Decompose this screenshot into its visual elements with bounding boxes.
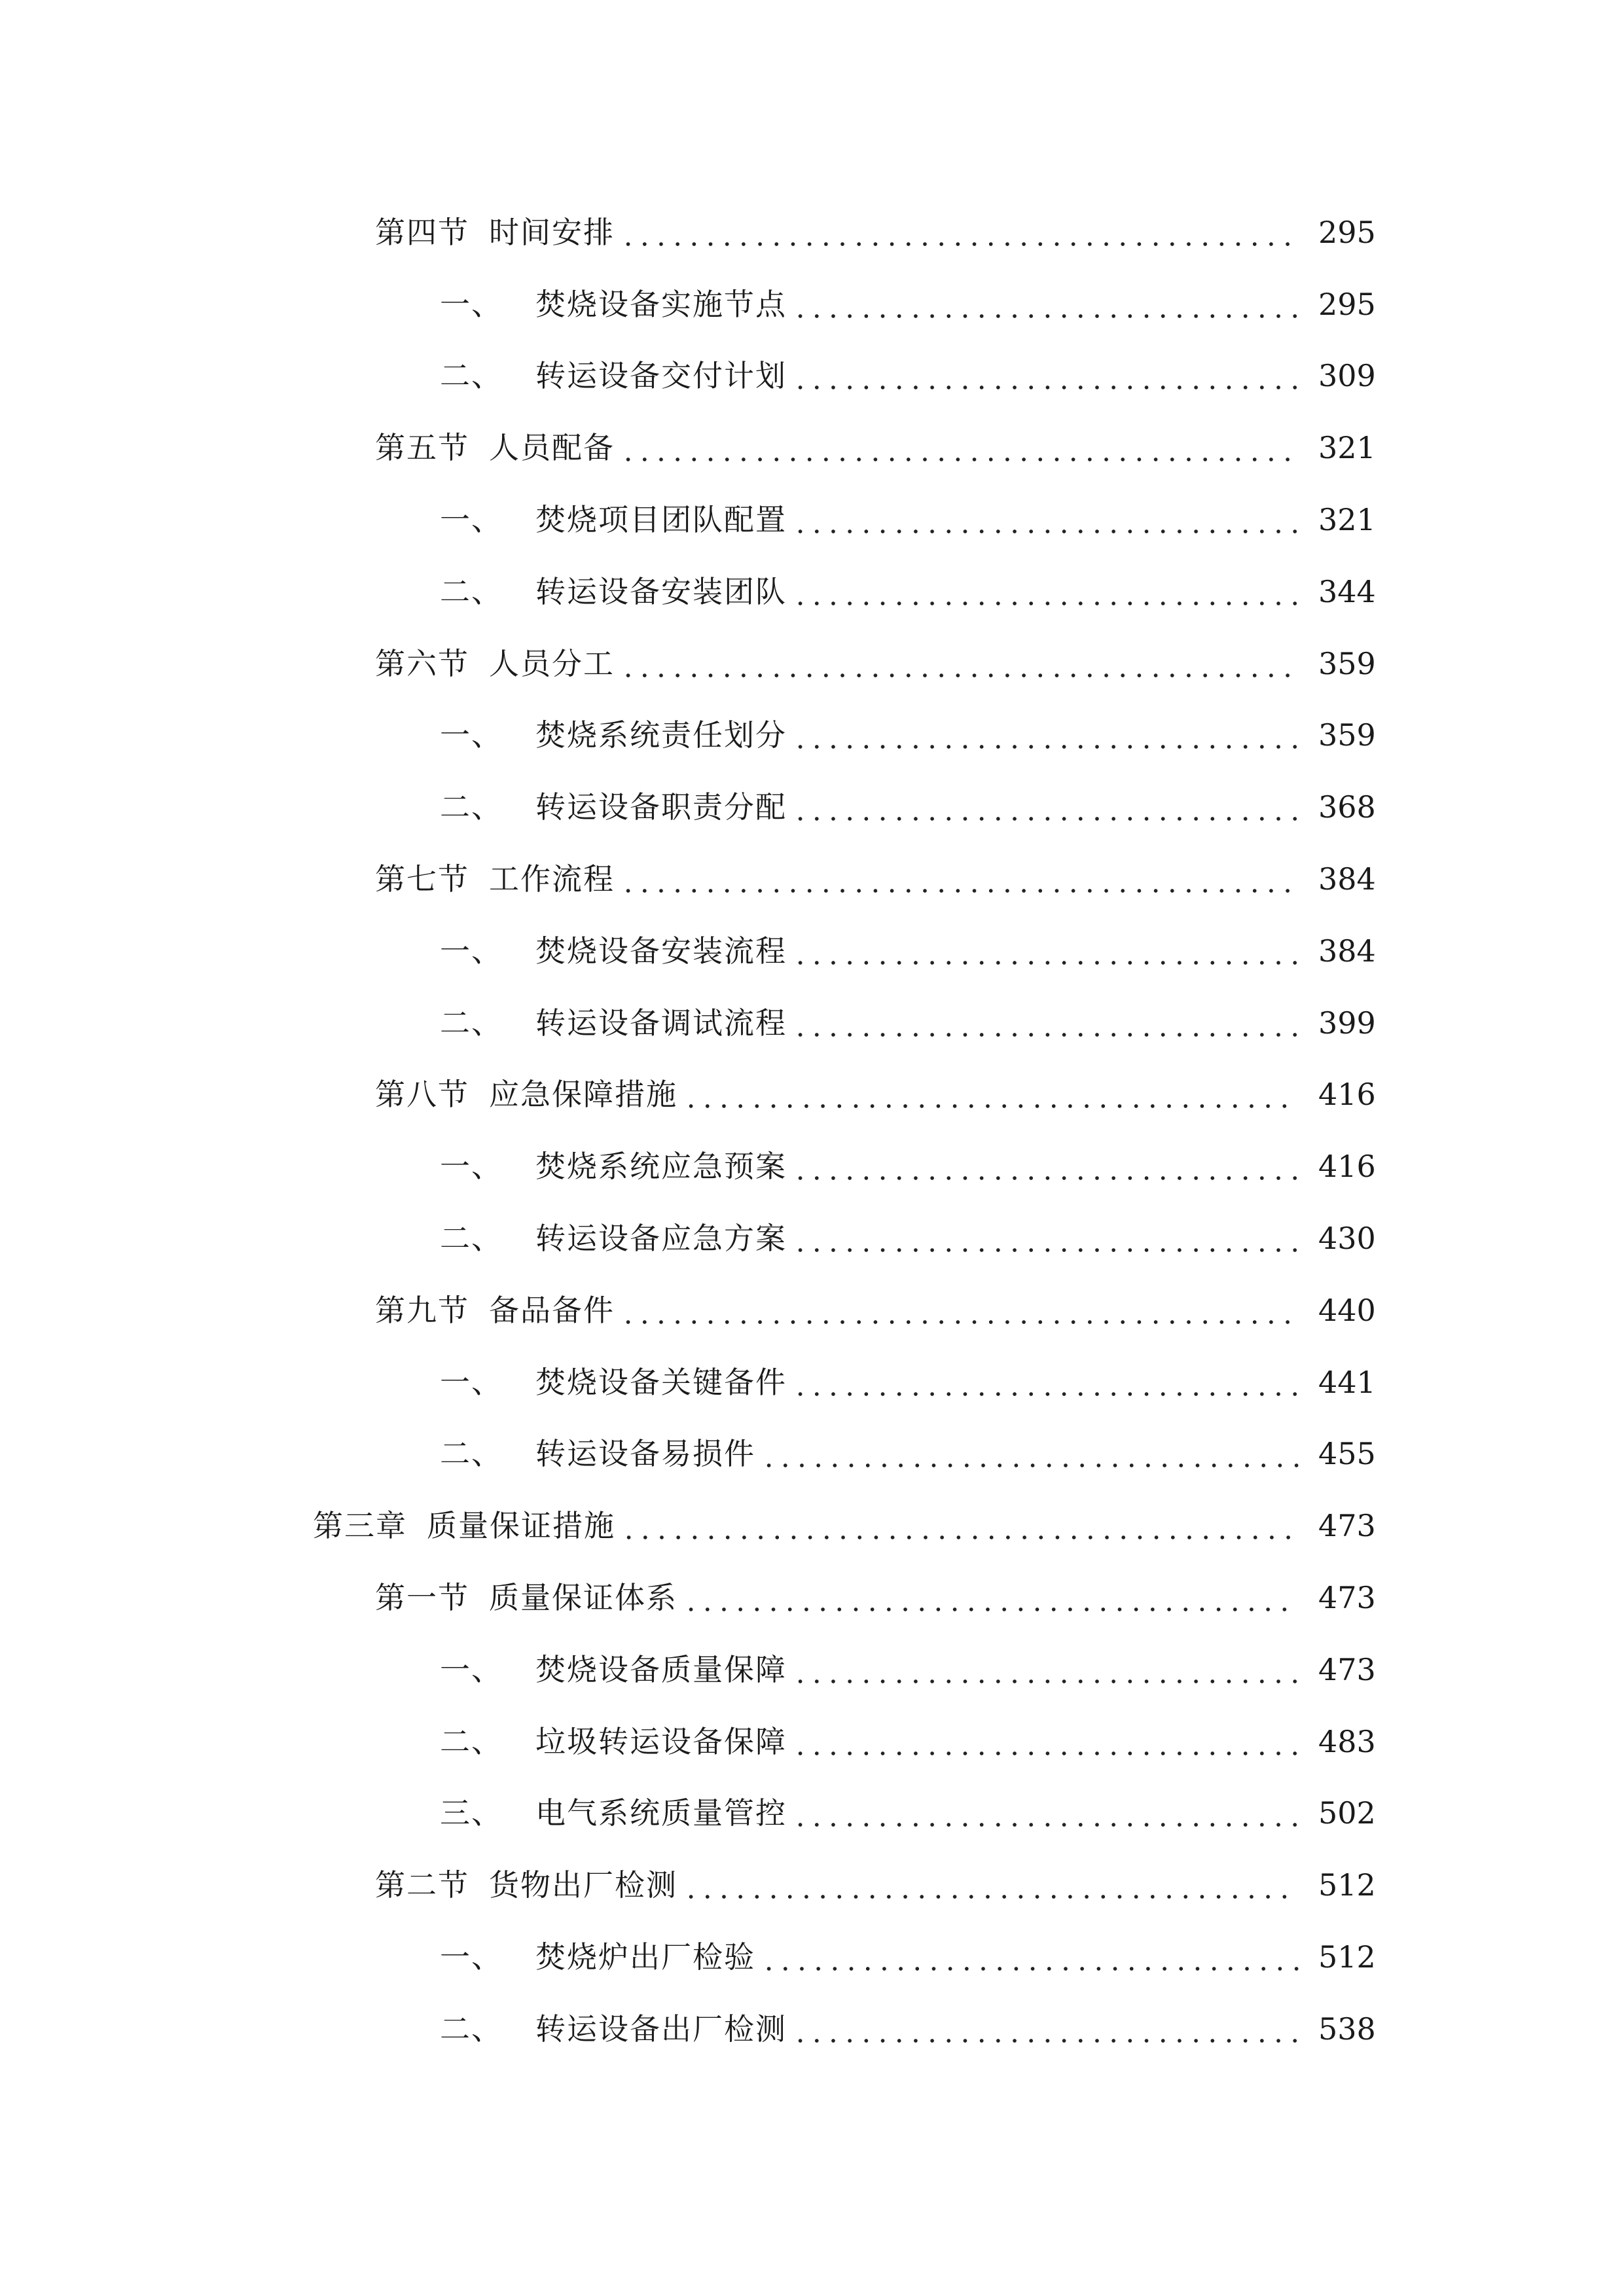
toc-page-number: 344 — [1318, 573, 1376, 609]
toc-entry-number: 第七节 — [375, 861, 469, 897]
dot-leader — [792, 1798, 1299, 1828]
toc-chapter-entry[interactable] — [0, 1490, 1624, 1562]
toc-entry-title: 焚烧设备安装流程 — [535, 933, 787, 969]
toc-entry-label — [440, 933, 787, 969]
toc-section-entry[interactable] — [0, 628, 1624, 700]
toc-subsection-entry[interactable] — [0, 1130, 1624, 1202]
toc-page-number: 473 — [1318, 1508, 1376, 1544]
toc-entry-label — [440, 1723, 787, 1759]
dot-leader — [792, 792, 1299, 822]
toc-entry-title: 电气系统质量管控 — [535, 1795, 787, 1831]
toc-entry-number: 一、 — [440, 1651, 503, 1687]
dot-leader — [792, 361, 1299, 391]
toc-entry-number: 二、 — [440, 1436, 503, 1472]
toc-subsection-entry[interactable] — [0, 1921, 1624, 1993]
toc-section-entry[interactable] — [0, 196, 1624, 268]
toc-subsection-entry[interactable] — [0, 1202, 1624, 1274]
dot-leader — [792, 505, 1299, 535]
toc-entry-label — [440, 1939, 755, 1975]
toc-entry-title: 转运设备应急方案 — [535, 1221, 787, 1257]
toc-entry-number: 二、 — [440, 1221, 503, 1257]
dot-leader — [792, 1151, 1299, 1181]
toc-entry-number: 第二节 — [375, 1867, 469, 1903]
toc-page-number: 359 — [1318, 645, 1376, 681]
dot-leader — [683, 1870, 1299, 1900]
toc-page-number: 538 — [1318, 2011, 1376, 2047]
toc-entry-title: 焚烧炉出厂检验 — [535, 1939, 755, 1975]
toc-entry-label — [440, 358, 787, 394]
toc-entry-number: 第九节 — [375, 1292, 469, 1328]
toc-entry-title: 质量保证措施 — [427, 1508, 615, 1544]
dot-leader — [620, 433, 1299, 463]
toc-entry-title: 备品备件 — [489, 1292, 615, 1328]
toc-entry-title: 转运设备交付计划 — [535, 358, 787, 394]
toc-entry-title: 焚烧设备关键备件 — [535, 1364, 787, 1400]
toc-entry-number: 三、 — [440, 1795, 503, 1831]
toc-entry-label — [440, 1005, 787, 1041]
toc-entry-label — [375, 214, 615, 250]
toc-entry-title: 转运设备安装团队 — [535, 573, 787, 609]
toc-entry-title: 货物出厂检测 — [489, 1867, 677, 1903]
toc-page-number: 441 — [1318, 1364, 1376, 1400]
toc-entry-number: 一、 — [440, 717, 503, 753]
toc-section-entry[interactable] — [0, 843, 1624, 915]
toc-entry-number: 一、 — [440, 502, 503, 538]
toc-entry-title: 焚烧设备质量保障 — [535, 1651, 787, 1687]
toc-section-entry[interactable] — [0, 1562, 1624, 1634]
toc-entry-number: 第一节 — [375, 1580, 469, 1616]
toc-entry-title: 焚烧设备实施节点 — [535, 286, 787, 322]
toc-section-entry[interactable] — [0, 1274, 1624, 1346]
toc-entry-number: 一、 — [440, 1939, 503, 1975]
toc-subsection-entry[interactable] — [0, 1418, 1624, 1490]
dot-leader — [620, 649, 1299, 679]
toc-entry-number: 第六节 — [375, 645, 469, 681]
toc-entry-label — [375, 1867, 677, 1903]
toc-entry-label — [375, 1292, 615, 1328]
toc-entry-title: 时间安排 — [489, 214, 615, 250]
toc-subsection-entry[interactable] — [0, 1993, 1624, 2065]
toc-subsection-entry[interactable] — [0, 484, 1624, 556]
toc-entry-label — [440, 286, 787, 322]
toc-page-number: 384 — [1318, 861, 1376, 897]
toc-entry-number: 一、 — [440, 1149, 503, 1185]
toc-page-number: 473 — [1318, 1651, 1376, 1687]
toc-page-number: 512 — [1318, 1867, 1376, 1903]
dot-leader — [792, 720, 1299, 750]
dot-leader — [761, 1439, 1299, 1469]
toc-subsection-entry[interactable] — [0, 556, 1624, 628]
toc-entry-title: 垃圾转运设备保障 — [535, 1723, 787, 1759]
toc-entry-title: 工作流程 — [489, 861, 615, 897]
toc-page-number: 321 — [1318, 430, 1376, 466]
toc-entry-number: 第三章 — [313, 1508, 407, 1544]
toc-entry-label — [440, 717, 787, 753]
toc-entry-title: 人员分工 — [489, 645, 615, 681]
toc-entry-label — [375, 861, 615, 897]
dot-leader — [620, 864, 1299, 894]
toc-entry-label — [375, 1077, 677, 1113]
toc-entry-label — [313, 1508, 615, 1544]
dot-leader — [792, 577, 1299, 607]
toc-entry-label — [440, 1436, 755, 1472]
dot-leader — [683, 1583, 1299, 1613]
toc-entry-title: 转运设备易损件 — [535, 1436, 755, 1472]
toc-subsection-entry[interactable] — [0, 340, 1624, 412]
toc-subsection-entry[interactable] — [0, 1634, 1624, 1706]
toc-subsection-entry[interactable] — [0, 1346, 1624, 1418]
toc-entry-label — [440, 573, 787, 609]
toc-entry-number: 一、 — [440, 286, 503, 322]
toc-entry-number: 二、 — [440, 1723, 503, 1759]
toc-page-number: 321 — [1318, 502, 1376, 538]
toc-entry-label — [440, 1149, 787, 1185]
dot-leader — [792, 1008, 1299, 1038]
toc-entry-title: 焚烧系统责任划分 — [535, 717, 787, 753]
toc-page-number: 430 — [1318, 1221, 1376, 1257]
toc-subsection-entry[interactable] — [0, 268, 1624, 340]
toc-page-number: 416 — [1318, 1149, 1376, 1185]
toc-entry-label — [375, 1580, 677, 1616]
toc-entry-number: 二、 — [440, 358, 503, 394]
toc-entry-number: 第八节 — [375, 1077, 469, 1113]
toc-page-number: 295 — [1318, 214, 1376, 250]
toc-entry-label — [440, 1221, 787, 1257]
toc-entry-title: 转运设备出厂检测 — [535, 2011, 787, 2047]
toc-page-number: 384 — [1318, 933, 1376, 969]
toc-section-entry[interactable] — [0, 1849, 1624, 1921]
toc-page-number: 473 — [1318, 1580, 1376, 1616]
toc-entry-title: 焚烧系统应急预案 — [535, 1149, 787, 1185]
toc-entry-number: 一、 — [440, 1364, 503, 1400]
toc-entry-title: 转运设备调试流程 — [535, 1005, 787, 1041]
toc-page-number: 455 — [1318, 1436, 1376, 1472]
dot-leader — [792, 2014, 1299, 2044]
dot-leader — [792, 1727, 1299, 1757]
toc-entry-title: 应急保障措施 — [489, 1077, 677, 1113]
toc-subsection-entry[interactable] — [0, 987, 1624, 1059]
toc-entry-title: 转运设备职责分配 — [535, 789, 787, 825]
toc-entry-label — [440, 1651, 787, 1687]
toc-page-number: 502 — [1318, 1795, 1376, 1831]
toc-section-entry[interactable] — [0, 1059, 1624, 1131]
toc-page-number: 295 — [1318, 286, 1376, 322]
dot-leader — [792, 1655, 1299, 1685]
toc-entry-label — [375, 430, 615, 466]
toc-entry-label — [440, 502, 787, 538]
toc-page-number: 416 — [1318, 1077, 1376, 1113]
toc-entry-label — [440, 1364, 787, 1400]
toc-page-number: 368 — [1318, 789, 1376, 825]
dot-leader — [761, 1942, 1299, 1972]
dot-leader — [620, 1295, 1299, 1325]
dot-leader — [792, 1367, 1299, 1397]
table-of-contents — [0, 196, 1624, 2065]
dot-leader — [621, 1511, 1299, 1541]
toc-subsection-entry[interactable] — [0, 700, 1624, 772]
dot-leader — [792, 289, 1299, 319]
toc-entry-label — [440, 1795, 787, 1831]
toc-page-number: 483 — [1318, 1723, 1376, 1759]
toc-entry-label — [440, 789, 787, 825]
toc-entry-number: 第五节 — [375, 430, 469, 466]
toc-subsection-entry[interactable] — [0, 1778, 1624, 1850]
toc-entry-number: 二、 — [440, 1005, 503, 1041]
toc-page-number: 359 — [1318, 717, 1376, 753]
dot-leader — [792, 936, 1299, 966]
toc-page-number: 309 — [1318, 358, 1376, 394]
toc-page-number: 399 — [1318, 1005, 1376, 1041]
toc-entry-number: 二、 — [440, 789, 503, 825]
toc-entry-title: 质量保证体系 — [489, 1580, 677, 1616]
toc-section-entry[interactable] — [0, 412, 1624, 484]
toc-subsection-entry[interactable] — [0, 771, 1624, 843]
dot-leader — [683, 1079, 1299, 1109]
toc-entry-number: 二、 — [440, 2011, 503, 2047]
toc-subsection-entry[interactable] — [0, 1706, 1624, 1778]
toc-entry-number: 二、 — [440, 573, 503, 609]
toc-subsection-entry[interactable] — [0, 915, 1624, 987]
toc-entry-title: 人员配备 — [489, 430, 615, 466]
toc-entry-label — [440, 2011, 787, 2047]
toc-entry-label — [375, 645, 615, 681]
toc-entry-title: 焚烧项目团队配置 — [535, 502, 787, 538]
dot-leader — [620, 217, 1299, 247]
toc-entry-number: 第四节 — [375, 214, 469, 250]
toc-page-number: 512 — [1318, 1939, 1376, 1975]
dot-leader — [792, 1223, 1299, 1253]
toc-entry-number: 一、 — [440, 933, 503, 969]
toc-page-number: 440 — [1318, 1292, 1376, 1328]
